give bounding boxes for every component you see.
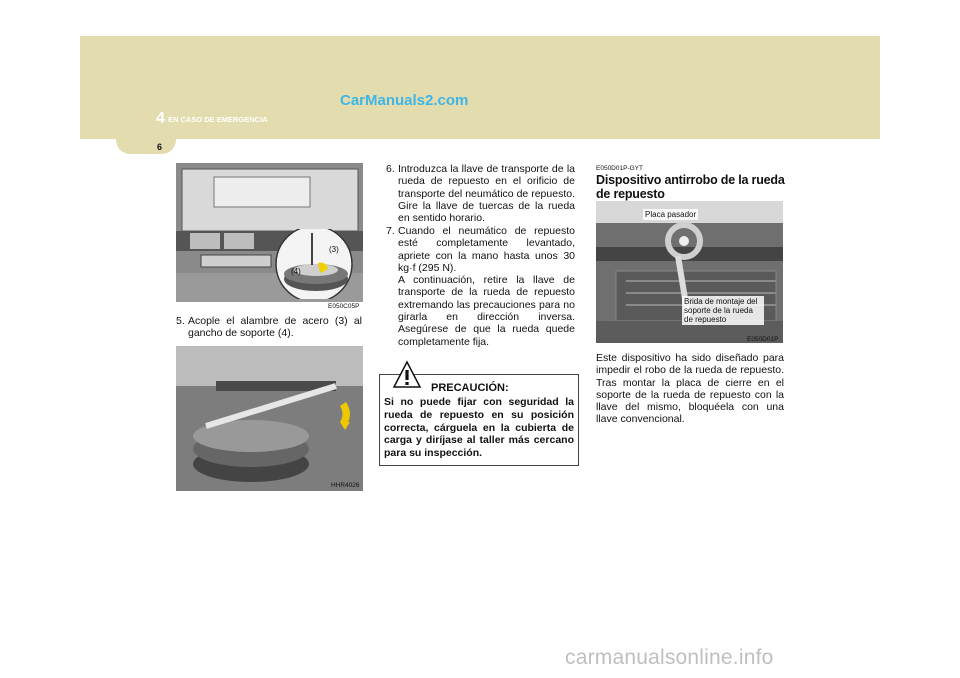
section-body: Este dispositivo ha sido diseñado para impedir el robo de la rueda de repuesto. Tras montar la placa de cierre en el soporte de la rueda de repuesto con la llave del mismo, bloquéela con una llave convencional. (596, 352, 784, 426)
page-number: 6 (157, 142, 163, 152)
figure-truck-spare-tire (176, 163, 363, 302)
caution-title: PRECAUCIÓN: (431, 382, 509, 394)
warning-triangle-icon (392, 360, 422, 390)
step-6 (386, 163, 575, 224)
underbody-illustration (176, 346, 363, 491)
step-7-text: Cuando el neumático de repuesto esté completamente levantado, apriete con la mano hasta unos 30 kg·f (295 N). (398, 225, 575, 274)
figure3-code: E050D01P (747, 336, 779, 343)
step-7 (386, 225, 575, 348)
step-5-text: Acople el alambre de acero (3) al gancho de soporte (4). (188, 315, 362, 340)
section-code: E050D01P-GYT (596, 165, 643, 172)
bottom-watermark-link[interactable]: carmanualsonline.info (565, 646, 774, 669)
caution-text: Si no puede fijar con seguridad la rueda de repuesto en su posición correcta, cárguela en la cubierta de carga y diríjase al taller más cercano para su inspección. (384, 396, 574, 460)
page-tab (116, 136, 176, 154)
figure2-code: HHR4026 (331, 482, 360, 489)
step-7-number: 7. (386, 225, 395, 237)
step-5-number: 5. (176, 315, 185, 327)
callout-brida-montaje: Brida de montaje del soporte de la rueda de repuesto (682, 296, 764, 325)
step-7-text-continued: A continuación, retire la llave de transporte de la rueda de repuesto extremando las precauciones para no girarla en dirección inversa. Asegúrese de que la rueda quede completamente fija. (398, 274, 575, 348)
step-6-number: 6. (386, 163, 395, 175)
callout-3: (3) (329, 245, 339, 254)
callout-4: (4) (291, 267, 301, 276)
callout-placa-pasador: Placa pasador (645, 210, 697, 219)
step-5 (176, 315, 362, 340)
spare-tire-closeup (264, 229, 363, 299)
section-title: Dispositivo antirrobo de la rueda de repuesto (596, 173, 785, 201)
step-6-text: Introduzca la llave de transporte de la rueda de repuesto en el orificio de transporte del neumático de repuesto. Gire la llave de tuercas de la rueda en sentido horario. (398, 163, 575, 225)
figure-spare-tire-underbody (176, 346, 363, 491)
chapter-title: EN CASO DE EMERGENCIA (168, 115, 268, 124)
figure-anti-theft-device (596, 201, 783, 343)
chapter-number: 4 (156, 110, 165, 127)
figure1-code: E050C05P (328, 303, 360, 310)
top-watermark-link[interactable]: CarManuals2.com (340, 92, 469, 109)
